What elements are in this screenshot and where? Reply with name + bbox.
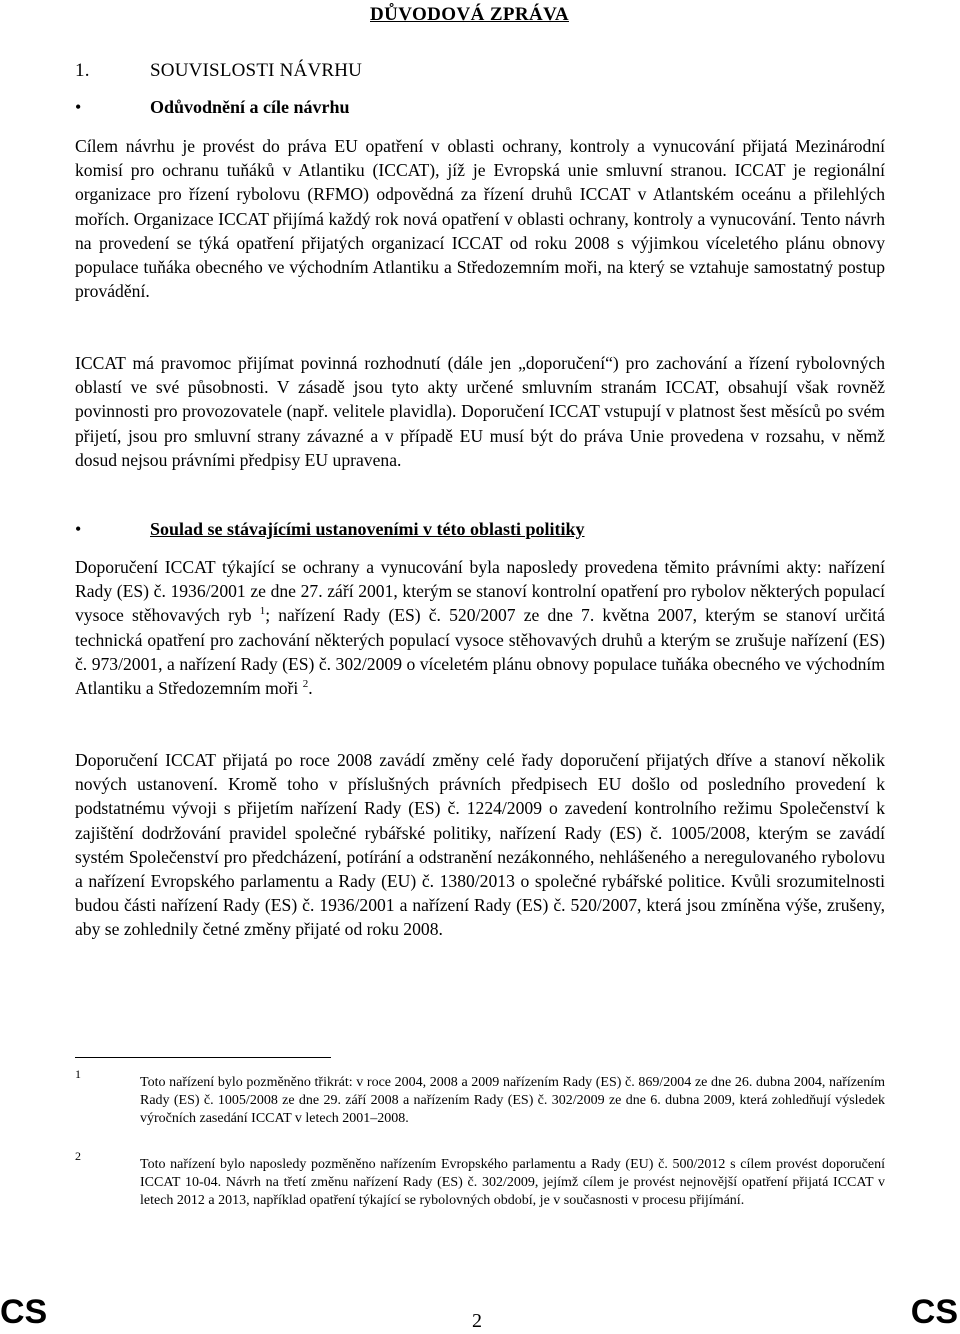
language-code-left: CS [0, 1293, 48, 1331]
paragraph-previous-acts-part3: . [308, 678, 313, 699]
subheading-rationale [75, 97, 350, 118]
paragraph-objectives: Cílem návrhu je provést do práva EU opatření v oblasti ochrany, kontroly a vynucování přijatá Mezinárodní komisí pro ochranu tuňáků v Atlantiku (ICCAT), jíž je Evropská unie smluvní stranou. ICCAT je regionální organizace pro řízení rybolovu (RFMO) odpovědná za řízení druhů ICCAT v Atlantském oceánu a přilehlých mořích. Organizace ICCAT přijímá každý rok nová opatření v oblasti ochrany, kontroly a vynucování. Tento návrh na provedení se týká opatření přijatých organizací ICCAT od roku 2008 s výjimkou víceletého plánu obnovy populace tuňáka obecného ve východním Atlantiku a Středozemním moři, na který se vztahuje samostatný postup provádění. [75, 136, 885, 302]
footnote-2-number: 2 [75, 1149, 81, 1163]
section-number: 1. [75, 60, 90, 81]
paragraph-previous-acts-part1: Doporučení ICCAT týkající se ochrany a vynucování byla naposledy provedena těmito právními akty: nařízení Rady (ES) č. 1936/2001 ze dne 27. září 2001, kterým se stanoví kontrolní opatření pro rybolov některých populací vysoce stěhovavých ryb [75, 557, 885, 626]
footnote-1-number: 1 [75, 1067, 81, 1081]
language-code-right: CS [910, 1293, 958, 1331]
paragraph-previous-acts-part2: ; nařízení Rady (ES) č. 520/2007 ze dne 7. května 2007, kterým se stanoví určitá technická opatření pro zachování některých populací vysoce stěhovavých druhů a kterým se zrušuje nařízení (ES) č. 973/2001, a nařízení Rady (ES) č. 302/2009 o víceletém plánu obnovy populace tuňáka obecného ve východním Atlantiku a Středozemním moři [75, 605, 885, 699]
footnote-ref-1[interactable]: 1 [259, 605, 266, 618]
footnote-separator [75, 1057, 331, 1058]
footnote-1-text: Toto nařízení bylo pozměněno třikrát: v roce 2004, 2008 a 2009 nařízením Rady (ES) č. 869/2004 ze dne 26. dubna 2004, nařízením Rady (ES) č. 1005/2008 ze dne 29. září 2008 a nařízením Rady (ES) č. 302/2009 ze dne 6. dubna 2009, která zohledňují výsledek výročních zasedání ICCAT v letech 2001–2008. [140, 1075, 885, 1126]
bullet-icon: • [75, 519, 82, 539]
subheading-rationale-title: Odůvodnění a cíle návrhu [150, 97, 350, 117]
footnote-ref-2[interactable]: 2 [302, 678, 309, 691]
paragraph-iccat-powers: ICCAT má pravomoc přijímat povinná rozhodnutí (dále jen „doporučení“) pro zachování a řízení rybolovných oblastí ve své působnosti. V zásadě jsou tyto akty určené smluvním stranám ICCAT, obsahují však rovněž povinnosti pro provozovatele (např. velitele plavidla). Doporučení ICCAT vstupují v platnost šest měsíců po svém přijetí, jsou pro smluvní strany závazné a v případě EU musí být do práva Unie provedena v rozsahu, v němž dosud nejsou právními předpisy EU upravena. [75, 353, 885, 470]
footnote-1 [75, 1067, 885, 1128]
section-heading [75, 60, 362, 82]
section-title: SOUVISLOSTI NÁVRHU [150, 60, 363, 81]
page-number: 2 [472, 1310, 482, 1332]
paragraph-previous-acts [75, 555, 885, 700]
footnote-2-text: Toto nařízení bylo naposledy pozměněno nařízením Evropského parlamentu a Rady (EU) č. 500/2012 s cílem provést doporučení ICCAT 10-04. Návrh na třetí změnu nařízení Rady (ES) č. 302/2009, jejímž cílem je provést nejnovější opatření přijatá ICCAT v letech 2012 a 2013, například opatření týkající se rybolovných období, je v současnosti v procesu přijímání. [140, 1157, 885, 1208]
paragraph-changes: Doporučení ICCAT přijatá po roce 2008 zavádí změny celé řady doporučení přijatých dříve a stanoví několik nových ustanovení. Kromě toho v příslušných právních předpisech EU došlo od posledního provedení k podstatnému vývoji s přijetím nařízení Rady (ES) č. 1224/2009 o zavedení kontrolního režimu Společenství k zajištění dodržování pravidel společné rybářské politiky, nařízení Rady (ES) č. 1005/2008, kterým se zavádí systém Společenství pro předcházení, potírání a odstranění nezákonného, nehlášeného a neregulovaného rybolovu a nařízení Evropského parlamentu a Rady (EU) č. 1380/2013 o společné rybářské politice. Kvůli srozumitelnosti budou části nařízení Rady (ES) č. 1936/2001 a nařízení Rady (ES) č. 520/2007, která jsou zmíněna výše, zrušeny, aby se zohlednily četné změny přijaté od roku 2008. [75, 750, 885, 940]
subheading-consistency [75, 519, 585, 540]
footnote-2 [75, 1149, 885, 1210]
bullet-icon: • [75, 97, 82, 117]
document-title: DŮVODOVÁ ZPRÁVA [370, 4, 569, 25]
subheading-consistency-title: Soulad se stávajícími ustanoveními v této oblasti politiky [150, 519, 585, 539]
